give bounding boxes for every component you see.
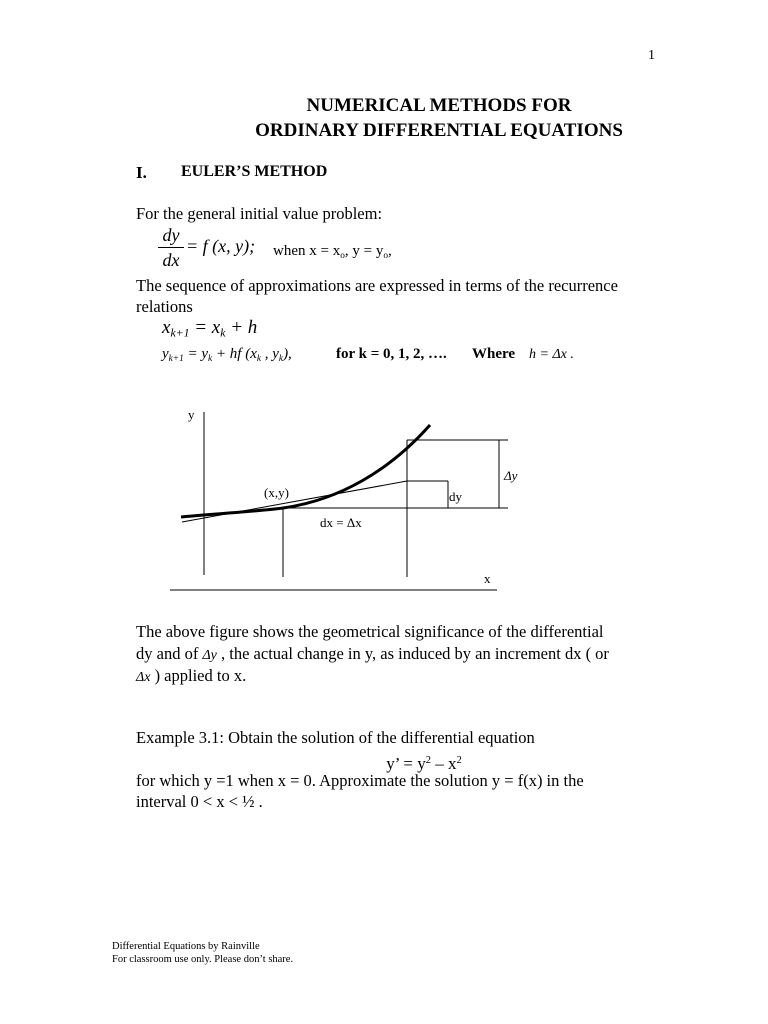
tangent-line — [182, 481, 407, 522]
explanation-line-2: dy and of Δy , the actual change in y, as induced by an increment dx ( or — [136, 644, 609, 663]
intro-text: For the general initial value problem: — [136, 204, 383, 223]
example-equation: y’ = $y^2 - x^2$ — [386, 754, 462, 773]
document-title-line-1: NUMERICAL METHODS FOR — [306, 95, 572, 116]
example-intro: Example 3.1: Obtain the solution of the differential equation — [136, 728, 535, 747]
section-number: I. — [136, 163, 147, 182]
delta-y-label: Δy — [504, 468, 518, 483]
footer-line-2: For classroom use only. Please don’t share. — [112, 954, 294, 965]
example-line-3: interval 0 < x < ½ . — [136, 792, 263, 811]
solution-curve — [181, 425, 430, 517]
fraction-denominator: dx — [162, 250, 180, 270]
document-title-line-2: ORDINARY DIFFERENTIAL EQUATIONS — [255, 120, 623, 141]
explanation-line-3: Δx ) applied to x. — [136, 666, 247, 685]
page-number: 1 — [648, 48, 655, 63]
point-label: (x,y) — [264, 485, 289, 500]
where-label: Where — [472, 346, 516, 362]
ivp-rhs: = f (x, y); — [186, 236, 256, 256]
dx-label: dx = Δx — [320, 515, 362, 530]
sequence-text-line-2: relations — [136, 297, 193, 316]
fraction-numerator: dy — [162, 225, 180, 245]
recurrence-x: $x_{k+1} = x_k + h$ — [162, 317, 258, 340]
sequence-text-line-1: The sequence of approximations are expressed in terms of the recurrence — [136, 276, 618, 295]
step-size-definition: h = Δx . — [529, 347, 574, 362]
initial-condition: when $x = x_o$, $y = y_o$, — [273, 243, 392, 261]
footer-line-1: Differential Equations by Rainville — [112, 941, 260, 952]
dy-label: dy — [449, 489, 462, 504]
recurrence-index-range: for k = 0, 1, 2, …. — [336, 346, 447, 362]
example-line-2: for which y =1 when x = 0. Approximate the solution y = f(x) in the — [136, 771, 584, 790]
explanation-line-1: The above figure shows the geometrical significance of the differential — [136, 622, 604, 641]
x-axis-label: x — [484, 571, 491, 586]
recurrence-y: $y_{k+1} = y_k$ + hf ($x_k$ , $y_k$), — [162, 346, 292, 364]
section-title: EULER’S METHOD — [181, 163, 328, 180]
y-axis-label: y — [188, 407, 195, 422]
